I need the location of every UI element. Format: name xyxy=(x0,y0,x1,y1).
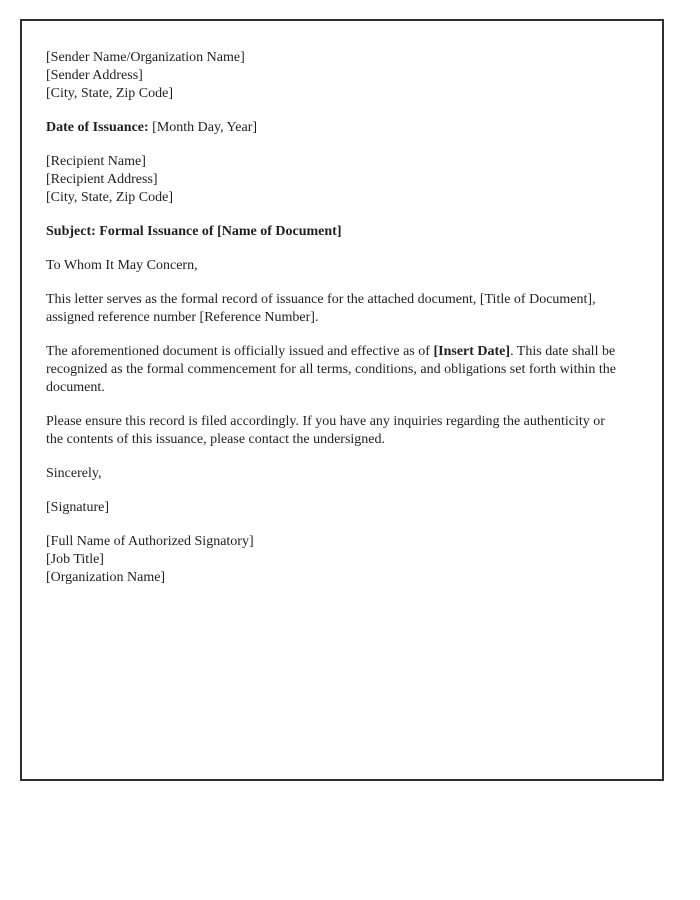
recipient-address-line: [Recipient Address] xyxy=(46,172,158,187)
body-paragraph-3: Please ensure this record is filed accordingly. If you have any inquiries regarding the authenticity or the contents of this issuance, please contact the undersigned. xyxy=(46,414,605,447)
signatory-org-line: [Organization Name] xyxy=(46,570,166,585)
subject-line xyxy=(46,223,618,241)
recipient-address-block xyxy=(46,153,618,207)
subject-text: Subject: Formal Issuance of [Name of Document] xyxy=(46,224,342,239)
signatory-title-line: [Job Title] xyxy=(46,552,104,567)
letter-page xyxy=(20,19,664,781)
date-of-issuance-line xyxy=(46,119,618,137)
closing: Sincerely, xyxy=(46,466,102,481)
body-paragraph-2 xyxy=(46,343,618,397)
signatory-block xyxy=(46,533,618,587)
salutation: To Whom It May Concern, xyxy=(46,258,198,273)
sender-address-line: [Sender Address] xyxy=(46,68,143,83)
sender-city-line: [City, State, Zip Code] xyxy=(46,86,174,101)
date-of-issuance-value: [Month Day, Year] xyxy=(152,120,258,135)
date-of-issuance-label: Date of Issuance: xyxy=(46,120,149,135)
signature-placeholder: [Signature] xyxy=(46,500,109,515)
recipient-city-line: [City, State, Zip Code] xyxy=(46,190,174,205)
recipient-name-line: [Recipient Name] xyxy=(46,154,146,169)
insert-date-placeholder: [Insert Date] xyxy=(433,344,511,359)
paragraph-2-text-before: The aforementioned document is officially issued and effective as of xyxy=(46,344,430,359)
body-paragraph-1: This letter serves as the formal record of issuance for the attached document, [Title of Document], assigned reference number [Reference Number]. xyxy=(46,292,596,325)
paragraph-2-text-after: . This date shall be recognized as the formal commencement for all terms, conditions, and obligations set forth within the document. xyxy=(46,344,616,395)
sender-address-block xyxy=(46,49,618,103)
sender-name-line: [Sender Name/Organization Name] xyxy=(46,50,245,65)
signatory-name-line: [Full Name of Authorized Signatory] xyxy=(46,534,254,549)
